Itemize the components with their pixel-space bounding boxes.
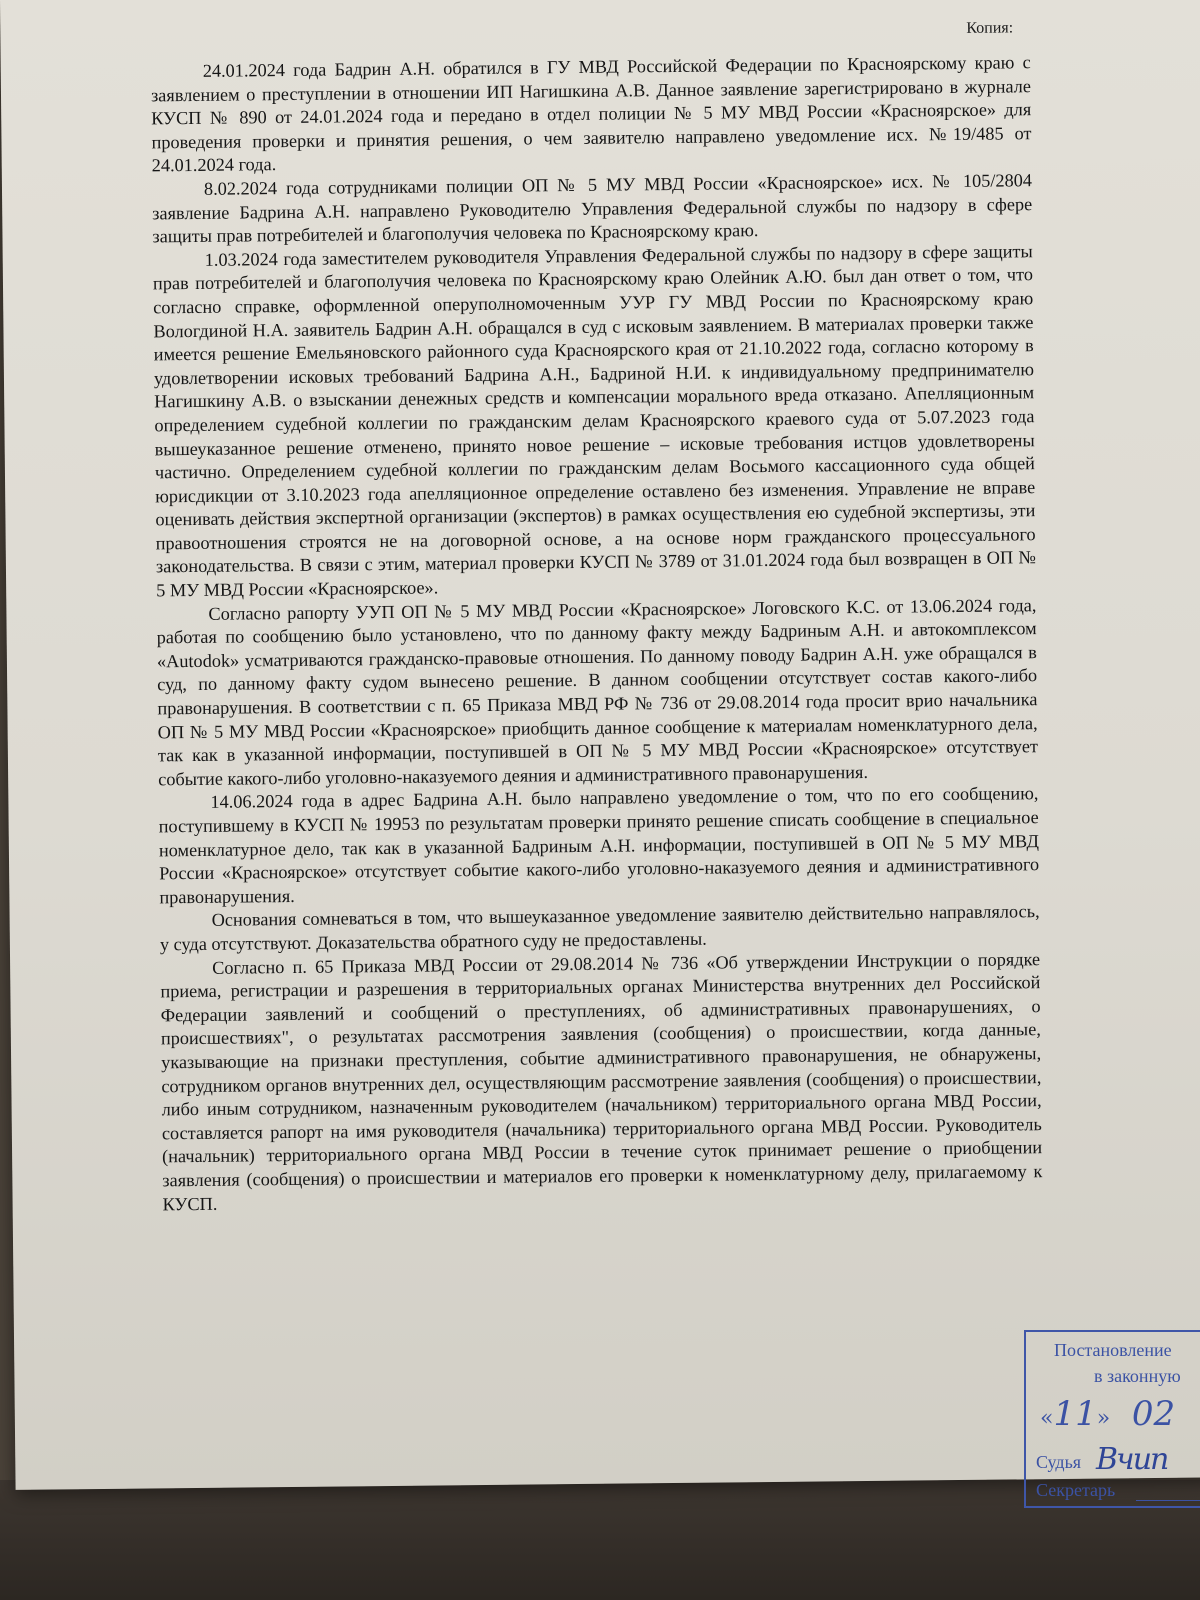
stamp-title: Постановление (1054, 1340, 1172, 1360)
judge-signature: Вчип (1096, 1442, 1168, 1477)
paragraph: 1.03.2024 года заместителем руководителя Управления Федеральной службы по надзору в сфере защиты прав потребителей и благополучия человека по Красноярскому краю Олейник А.Ю. был дан ответ о том, что согласно справке, оформленной оперуполномоченным УУР ГУ МВД России по Красноярскому краю Вологдиной Н.А. заявитель Бадрин А.Н. обращался в суд с исковым заявлением. В материалах проверки также имеется решение Емельяновского районного суда Красноярского края от 21.10.2022 года, согласно которому в удовлетворении исковых требований Бадрина А.Н., Бадриной Н.И. к индивидуальному предпринимателю Нагишкину А.В. о взыскании денежных средств и компенсации морального вреда отказано. Апелляционным определением судебной коллегии по гражданским делам Красноярского краевого суда от 5.07.2023 года вышеуказанное решение отменено, принято новое решение – исковые требования истцов удовлетворены частично. Определением судебной коллегии по гражданским делам Восьмого кассационного суда общей юрисдикции от 3.10.2023 года апелляционное определение оставлено без изменения. Управление не вправе оценивать действия экспертной организации (экспертов) в рамках осуществления ею судебной экспертизы, эти правоотношения строятся не на договорной основе, а на основе норм гражданского процессуального законодательства. В связи с этим, материал проверки КУСП № 3789 от 31.01.2024 года был возвращен в ОП № 5 МУ МВД России «Красноярское». (152, 240, 1037, 601)
paragraph: 24.01.2024 года Бадрин А.Н. обратился в ГУ МВД Российской Федерации по Красноярскому краю с заявлением о преступлении в отношении ИП Нагишкина А.В. Данное заявление зарегистрировано в журнале КУСП № 890 от 24.01.2024 года и передано в отдел полиции № 5 МУ МВД России «Красноярское» для проведения проверки и принятия решения, о чем заявителю направлено уведомление исх. №19/485 от 24.01.2024 года. (150, 52, 1032, 176)
paragraph: 8.02.2024 года сотрудниками полиции ОП № 5 МУ МВД России «Красноярское» исх. № 105/2804 заявление Бадрина А.Н. направлено Руководителю Управления Федеральной службы по надзору в сфере защиты прав потребителей и благополучия человека по Красноярскому краю. (152, 170, 1033, 247)
stamp-secretary-label: Секретарь (1036, 1480, 1116, 1500)
paragraph: Согласно рапорту УУП ОП № 5 МУ МВД России «Красноярское» Логовского К.С. от 13.06.2024 года, работая по сообщению было установлено, что по данному факту между Бадриным А.Н. и автокомплексом «Autodok» усматриваются гражданско-правовые отношения. По данному поводу Бадрин А.Н. уже обращался в суд, по данному факту судом вынесено решение. В данном сообщении отсутствует состав какого-либо правонарушения. В соответствии с п. 65 Приказа МВД РФ № 736 от 29.08.2014 года просит врио начальника ОП № 5 МУ МВД России «Красноярское» приобщить данное сообщение к материалам номенклатурного дела, так как в указанной информации, поступившей в ОП № 5 МУ МВД России «Красноярское» отсутствует событие какого-либо уголовно-наказуемого деяния и административного правонарушения. (156, 594, 1038, 790)
stamp-judge-label: Судья (1036, 1452, 1082, 1472)
document-body (151, 51, 1043, 1216)
stamp-day: 11 (1053, 1394, 1097, 1434)
paragraph: Основания сомневаться в том, что вышеуказанное уведомление заявителю действительно направлялось, у суда отсутствуют. Доказательства обратного суду не предоставлены. (159, 901, 1040, 955)
paragraph: Согласно п. 65 Приказа МВД России от 29.08.2014 № 736 «Об утверждении Инструкции о порядке приема, регистрации и разрешения в территориальных органах Министерства внутренних дел Российской Федерации заявлений и сообщений о преступлениях, об административных правонарушениях, о происшествиях", о результатах рассмотрения заявления (сообщения) о происшествии, когда данные, указывающие на признаки преступления, событие административного правонарушения, не обнаружены, сотрудником органов внутренних дел, осуществляющим рассмотрение заявления (сообщения) о происшествии, либо иным сотрудником, назначенным руководителем (начальником) территориального органа МВД России, составляется рапорт на имя руководителя (начальника) территориального органа МВД России. Руководитель (начальник) территориального органа МВД России в течение суток принимает решение о приобщении заявления (сообщения) о происшествии и материалов его проверки к номенклатурному делу, прилагаемому к КУСП. (160, 948, 1043, 1214)
secretary-signature-line (1136, 1500, 1200, 1501)
stamp-quote-open: « (1040, 1406, 1054, 1431)
stamp-date (1040, 1394, 1175, 1434)
copy-mark: Копия: (966, 19, 1014, 37)
stamp-subtitle: в законную (1094, 1366, 1181, 1386)
paragraph: 14.06.2024 года в адрес Бадрина А.Н. было направлено уведомление о том, что по его сообщению, поступившему в КУСП № 19953 по результатам проверки принято решение списать сообщение в специальное номенклатурное дело, так как в указанной Бадриным А.Н. информации, поступившей в ОП № 5 МУ МВД России «Красноярское» отсутствует событие какого-либо уголовно-наказуемого деяния и административного правонарушения. (158, 783, 1040, 908)
table-surface (0, 1480, 1200, 1600)
court-stamp (1024, 1330, 1200, 1508)
stamp-quote-close: » (1096, 1406, 1111, 1431)
stamp-month: 02 (1131, 1394, 1176, 1434)
